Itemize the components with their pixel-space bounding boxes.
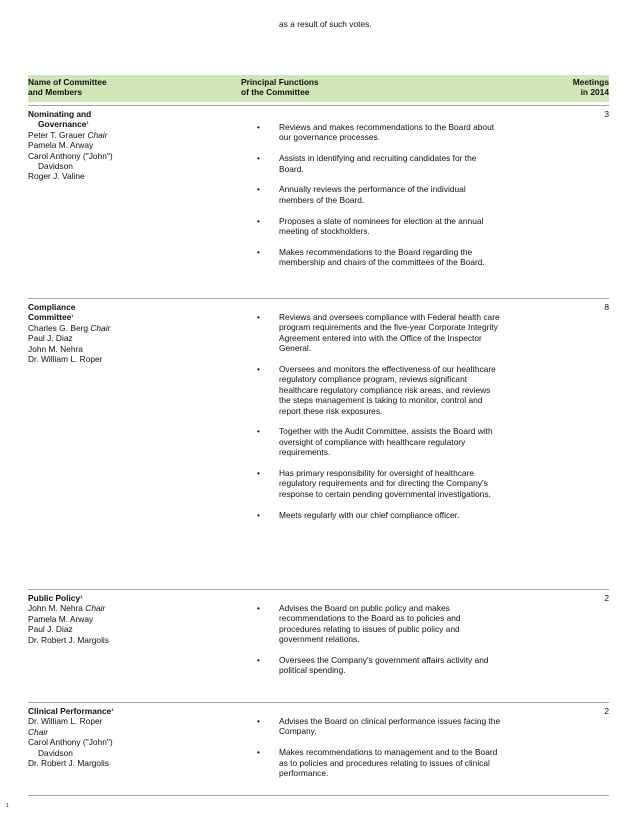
committee-members-cell — [28, 109, 228, 182]
member: Roger J. Valine — [28, 171, 85, 182]
page-number: 1 — [6, 803, 9, 809]
meetings-count: 8 — [604, 302, 609, 312]
member: Peter T. Grauer Chair — [28, 129, 108, 140]
committee-name: Nominating and — [28, 109, 92, 119]
function-item: • Oversees and monitors the effectiveness of our healthcare regulatory compliance program, reviews significant healthcare regulatory compliance risk areas, and reviews the steps management is taking to monitor, control and report these risk exposures. — [257, 364, 502, 416]
row-divider — [28, 298, 609, 299]
committee-members-cell — [28, 706, 228, 768]
member: John M. Nehra Chair — [28, 603, 106, 614]
function-item: • Reviews and makes recommendations to the Board about our governance processes. — [257, 122, 502, 143]
function-item: • Oversees the Company's government affairs activity and political spending. — [257, 655, 502, 676]
functions-list — [257, 312, 502, 530]
committee-name-cont: Governance$^1$ — [38, 119, 89, 130]
meetings-count: 3 — [604, 109, 609, 119]
chair-label: Chair — [85, 603, 106, 614]
member: Dr. Robert J. Margolis — [28, 634, 109, 645]
header-meetings-line1: Meetings — [572, 77, 609, 87]
meetings-count: 2 — [604, 706, 609, 716]
member: John M. Nehra — [28, 343, 83, 354]
header-functions-line2: of the Committee — [241, 87, 310, 98]
committee-name-cont: Committee$^1$ — [28, 312, 74, 323]
chair-label: Chair — [28, 726, 49, 737]
member: Paul J. Diaz — [28, 624, 73, 635]
function-item: • Makes recommendations to the Board regarding the membership and chairs of the committees of the Board. — [257, 247, 502, 268]
intro-text: as a result of such votes. — [279, 19, 372, 29]
functions-list — [257, 716, 502, 789]
function-item: • Makes recommendations to management and to the Board as to policies and procedures relating to issues of clinical performance. — [257, 747, 502, 778]
function-item: • Meets regularly with our chief compliance officer. — [257, 510, 502, 520]
function-item: • Advises the Board on clinical performance issues facing the Company. — [257, 716, 502, 737]
meetings-count: 2 — [604, 593, 609, 603]
committee-name: Clinical Performance$^1$ — [28, 706, 114, 716]
committee-name: Public Policy$^1$ — [28, 593, 83, 603]
row-divider — [28, 795, 609, 796]
header-functions-line1: Principal Functions — [241, 77, 319, 87]
member: Carol Anthony ("John") — [28, 150, 113, 161]
footnote-ref: 1 — [86, 120, 89, 126]
function-item: • Assists in identifying and recruiting candidates for the Board. — [257, 153, 502, 174]
row-divider — [28, 589, 609, 590]
footnote-ref: 1 — [80, 594, 83, 599]
function-item: • Reviews and oversees compliance with Federal health care program requirements and the five-year Corporate Integrity Agreement entered into with the Office of the Inspector General. — [257, 312, 502, 354]
header-committee-col — [28, 77, 107, 98]
committee-members-cell — [28, 593, 228, 645]
committee-members-cell — [28, 302, 228, 364]
member: Dr. William L. Roper — [28, 716, 103, 727]
member: Dr. William L. Roper — [28, 354, 103, 365]
header-meetings-line2: in 2014 — [580, 87, 609, 98]
member-cont — [28, 727, 228, 737]
member: Dr. Robert J. Margolis — [28, 758, 109, 769]
footnote-ref: 1 — [71, 313, 74, 319]
function-item: • Has primary responsibility for oversight of healthcare regulatory requirements and for directing the Company's response to certain pending governmental investigations. — [257, 468, 502, 499]
function-item: • Annually reviews the performance of the individual members of the Board. — [257, 184, 502, 205]
member-cont: Davidson — [38, 747, 73, 758]
member-cont: Davidson — [38, 161, 73, 172]
header-committee-line1: Name of Committee — [28, 77, 107, 87]
table-header — [28, 75, 609, 102]
row-divider — [28, 105, 609, 106]
functions-list — [257, 122, 502, 278]
header-functions-col — [241, 77, 319, 98]
member: Pamela M. Arway — [28, 613, 94, 624]
committee-name: Compliance — [28, 302, 76, 312]
row-divider — [28, 702, 609, 703]
member: Paul J. Diaz — [28, 333, 73, 344]
functions-list — [257, 603, 502, 686]
function-item: • Together with the Audit Committee, assists the Board with oversight of compliance with healthcare regulatory requirements. — [257, 426, 502, 457]
header-committee-line2: and Members — [28, 87, 82, 98]
function-item: • Advises the Board on public policy and makes recommendations to the Board as to policies and procedures relating to issues of public policy and government relations. — [257, 603, 502, 645]
member: Charles G. Berg Chair — [28, 322, 111, 333]
chair-label: Chair — [90, 322, 111, 333]
chair-label: Chair — [87, 129, 108, 140]
member: Pamela M. Arway — [28, 140, 94, 151]
function-item: • Proposes a slate of nominees for election at the annual meeting of stockholders. — [257, 216, 502, 237]
header-meetings-col — [573, 77, 609, 98]
footnote-ref: 1 — [111, 707, 114, 712]
member: Carol Anthony ("John") — [28, 737, 113, 748]
